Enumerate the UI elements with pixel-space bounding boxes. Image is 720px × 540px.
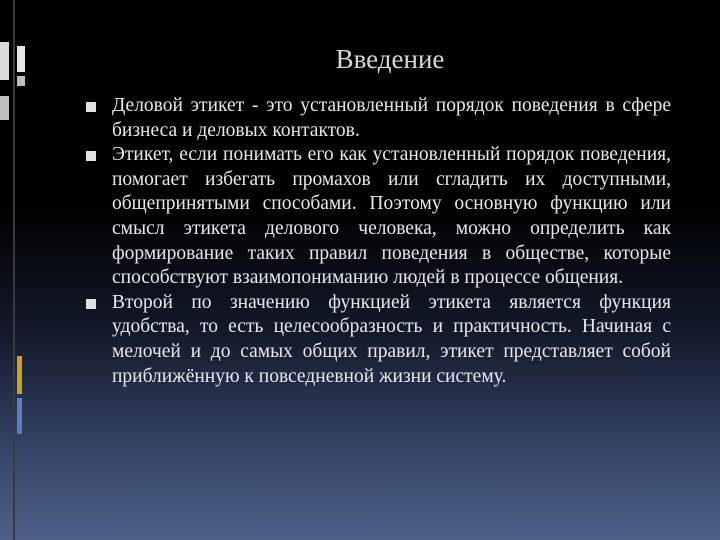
decor-stripe-mid: [0, 96, 9, 120]
square-bullet-icon: [86, 299, 96, 309]
slide-body: [86, 94, 671, 389]
square-bullet-icon: [86, 102, 96, 112]
slide-left-decoration: [0, 0, 14, 540]
decor-accent-blue: [17, 398, 22, 434]
bullet-text: Деловой этикет - это установленный порядок поведения в сфере бизнеса и деловых контактов.: [112, 95, 671, 141]
decor-accent-gold: [17, 356, 22, 394]
slide-title: Введение: [335, 44, 445, 74]
bullet-item: [86, 94, 671, 143]
bullet-text: Второй по значению функцией этикета является функция удобства, то есть целесообразность и практичность. Начиная с мелочей и до самых общих правил, этикет представляет собой приближённую к повседневной жизни систему.: [112, 291, 671, 387]
bullet-item: [86, 291, 671, 389]
bullet-item: [86, 143, 671, 291]
decor-vertical-line: [13, 0, 15, 540]
decor-block-gray: [17, 76, 25, 86]
square-bullet-icon: [86, 151, 96, 161]
bullet-text: Этикет, если понимать его как установленный порядок поведения, помогает избегать промахов или сгладить их доступными, общепринятыми способами. Поэтому основную функцию или смысл этикета делового человека, можно определить как формирование таких правил поведения в обществе, которые способствуют взаимопониманию людей в процессе общения.: [112, 144, 671, 289]
